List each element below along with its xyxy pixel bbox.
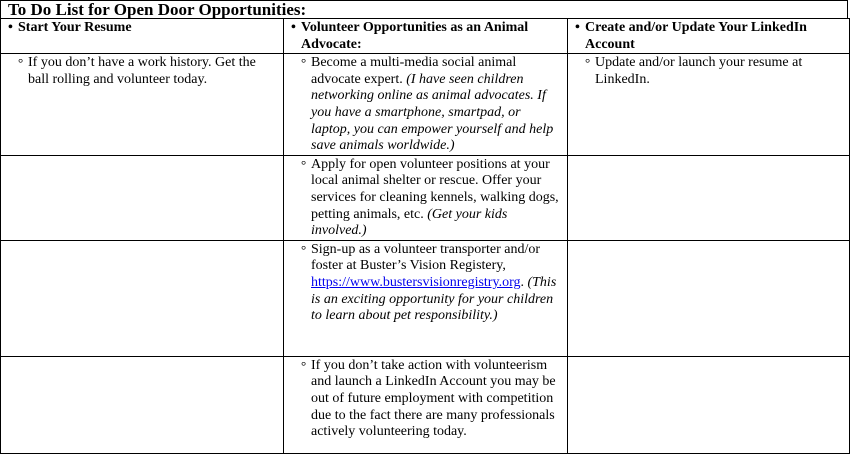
table-header-row: [1, 19, 850, 54]
list-item: [572, 55, 845, 88]
header-bullet: •: [575, 20, 580, 35]
table-cell: [1, 155, 284, 240]
table-cell: [568, 155, 850, 240]
list-item: [5, 55, 279, 88]
table-row: [1, 155, 850, 240]
table-cell: [1, 54, 284, 156]
list-item: [288, 157, 563, 240]
table-cell: [284, 356, 568, 453]
list-item: [288, 242, 563, 325]
list-item-text: Update and/or launch your resume at LinkedIn.: [595, 55, 803, 87]
bullet-marker: °: [301, 156, 307, 172]
bullet-marker: °: [301, 55, 307, 71]
item-text: Become a multi-media social animal advocate expert.: [311, 55, 517, 87]
document-title: To Do List for Open Door Opportunities:: [0, 0, 848, 18]
bullet-marker: °: [301, 241, 307, 257]
bullet-marker: °: [301, 357, 307, 373]
busters-vision-link[interactable]: https://www.bustersvisionregistry.org: [311, 274, 521, 290]
table-cell: [284, 155, 568, 240]
table-row: [1, 240, 850, 356]
table-cell: [1, 356, 284, 453]
list-item-text: If you don’t have a work history. Get the ball rolling and volunteer today.: [28, 55, 256, 87]
table-cell: [284, 240, 568, 356]
table-cell: [568, 54, 850, 156]
header-bullet: •: [8, 20, 13, 35]
table-cell: [1, 240, 284, 356]
table-cell: [568, 356, 850, 453]
item-italic-note: (This is an exciting opportunity for your children to learn about pet responsibility.): [311, 274, 557, 324]
bullet-marker: °: [585, 55, 591, 71]
table-row: [1, 356, 850, 453]
header-label: Create and/or Update Your LinkedIn Account: [585, 20, 807, 52]
item-text: Apply for open volunteer positions at your local animal shelter or rescue. Offer your services for cleaning kennels, walking dogs, petting animals, etc.: [311, 156, 559, 222]
item-italic-note: (I have seen children networking online as animal advocates. If you have a smartphone, smartpad, or laptop, you can empower yourself and help save animals worldwide.): [311, 71, 554, 154]
item-text: .: [520, 274, 528, 290]
header-bullet: •: [291, 20, 296, 35]
bullet-marker: °: [18, 55, 24, 71]
header-cell-linkedin: [568, 19, 850, 54]
table-row: [1, 54, 850, 156]
table-cell: [284, 54, 568, 156]
item-text: Sign-up as a volunteer transporter and/or foster at Buster’s Vision Registery,: [311, 241, 540, 274]
list-item: [288, 55, 563, 155]
list-item-text: [311, 55, 563, 155]
todo-table: [0, 18, 850, 454]
list-item-text: If you don’t take action with volunteerism and launch a LinkedIn Account you may be out of future employment with competition due to the fact there are many professionals actively volunteering today.: [311, 357, 556, 440]
header-cell-start-resume: [1, 19, 284, 54]
item-italic-note: (Get your kids involved.): [311, 206, 508, 239]
header-label: Start Your Resume: [18, 20, 132, 35]
table-cell: [568, 240, 850, 356]
list-item: [288, 358, 563, 441]
list-item-text: [311, 242, 563, 325]
header-label: Volunteer Opportunities as an Animal Advocate:: [301, 20, 529, 52]
header-cell-volunteer: [284, 19, 568, 54]
list-item-text: [311, 157, 563, 240]
